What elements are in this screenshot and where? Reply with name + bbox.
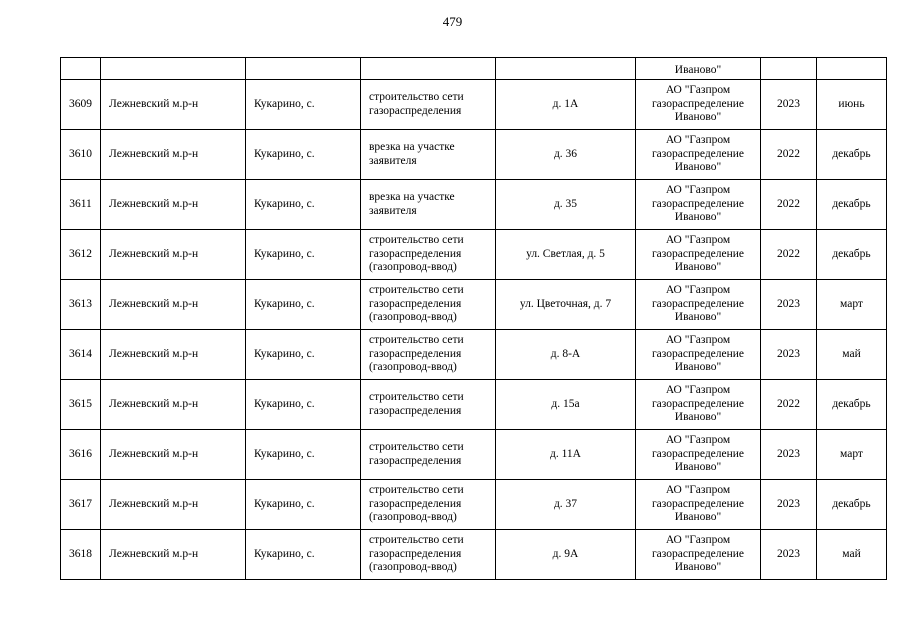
cell-year: 2023 (761, 330, 817, 380)
cell-address: д. 35 (496, 180, 636, 230)
cell-address: д. 37 (496, 480, 636, 530)
table-row (61, 180, 887, 230)
cell-work-line: строительство сети (369, 90, 464, 103)
cell-organization (636, 130, 761, 180)
cell-address: д. 36 (496, 130, 636, 180)
cell-work (361, 230, 496, 280)
cell-settlement: Кукарино, с. (246, 480, 361, 530)
cell-organization (636, 380, 761, 430)
table-row (61, 380, 887, 430)
cell-work (361, 330, 496, 380)
cell-district: Лежневский м.р-н (101, 180, 246, 230)
cell-year: 2022 (761, 380, 817, 430)
cell-organization-line: Иваново" (674, 311, 722, 324)
cell-work-line: газораспределения (369, 404, 462, 417)
cell-work-line: заявителя (369, 154, 417, 167)
cell-settlement: Кукарино, с. (246, 80, 361, 130)
table (60, 57, 887, 580)
cell-index: 3609 (61, 80, 101, 130)
cell-address (496, 58, 636, 80)
table-body (61, 58, 887, 580)
cell-work-line: (газопровод-ввод) (369, 511, 457, 524)
cell-year: 2022 (761, 230, 817, 280)
cell-address: д. 15а (496, 380, 636, 430)
cell-organization-line: газораспределение (651, 547, 745, 560)
cell-district: Лежневский м.р-н (101, 380, 246, 430)
cell-organization (636, 330, 761, 380)
cell-organization-line: АО "Газпром (665, 534, 731, 547)
table-row (61, 280, 887, 330)
cell-work (361, 180, 496, 230)
cell-year: 2022 (761, 180, 817, 230)
table-row (61, 80, 887, 130)
cell-work-line: (газопровод-ввод) (369, 361, 457, 374)
cell-work-line: газораспределения (369, 347, 462, 360)
cell-work-line: врезка на участке (369, 190, 455, 203)
cell-settlement: Кукарино, с. (246, 230, 361, 280)
cell-index: 3612 (61, 230, 101, 280)
cell-settlement: Кукарино, с. (246, 530, 361, 580)
cell-address: д. 8-А (496, 330, 636, 380)
cell-month: май (817, 330, 887, 380)
cell-year: 2022 (761, 130, 817, 180)
cell-district: Лежневский м.р-н (101, 480, 246, 530)
cell-work-line: заявителя (369, 204, 417, 217)
table-row (61, 130, 887, 180)
cell-settlement: Кукарино, с. (246, 130, 361, 180)
cell-organization-line: АО "Газпром (665, 434, 731, 447)
cell-organization-line: АО "Газпром (665, 384, 731, 397)
cell-district: Лежневский м.р-н (101, 80, 246, 130)
cell-organization (636, 480, 761, 530)
cell-organization-line: Иваново" (674, 361, 722, 374)
cell-organization-line: Иваново" (674, 261, 722, 274)
cell-month: декабрь (817, 480, 887, 530)
cell-month: март (817, 280, 887, 330)
cell-organization-line: Иваново" (674, 511, 722, 524)
cell-organization-line: газораспределение (651, 97, 745, 110)
cell-address: д. 11А (496, 430, 636, 480)
table-row (61, 480, 887, 530)
cell-settlement: Кукарино, с. (246, 180, 361, 230)
cell-work-line: газораспределения (369, 104, 462, 117)
cell-work-line: газораспределения (369, 547, 462, 560)
cell-district: Лежневский м.р-н (101, 330, 246, 380)
cell-index: 3614 (61, 330, 101, 380)
cell-index: 3613 (61, 280, 101, 330)
cell-work (361, 530, 496, 580)
cell-index: 3611 (61, 180, 101, 230)
cell-organization-line: АО "Газпром (665, 84, 731, 97)
cell-settlement (246, 58, 361, 80)
cell-organization-line: газораспределение (651, 147, 745, 160)
gasification-schedule-table (60, 57, 871, 580)
cell-index (61, 58, 101, 80)
cell-district: Лежневский м.р-н (101, 430, 246, 480)
cell-work (361, 430, 496, 480)
cell-year: 2023 (761, 530, 817, 580)
cell-work-line: газораспределения (369, 297, 462, 310)
cell-work-line: (газопровод-ввод) (369, 261, 457, 274)
cell-work (361, 280, 496, 330)
cell-work-line: газораспределения (369, 497, 462, 510)
table-row (61, 330, 887, 380)
cell-year: 2023 (761, 280, 817, 330)
cell-work-line: строительство сети (369, 334, 464, 347)
cell-work-line: строительство сети (369, 284, 464, 297)
cell-month: март (817, 430, 887, 480)
cell-organization-line: АО "Газпром (665, 184, 731, 197)
cell-work-line: строительство сети (369, 484, 464, 497)
table-row-continuation (61, 58, 887, 80)
cell-organization-line: газораспределение (651, 247, 745, 260)
cell-district (101, 58, 246, 80)
cell-settlement: Кукарино, с. (246, 430, 361, 480)
table-row (61, 430, 887, 480)
cell-settlement: Кукарино, с. (246, 330, 361, 380)
cell-settlement: Кукарино, с. (246, 380, 361, 430)
cell-organization-line: Иваново" (674, 461, 722, 474)
cell-index: 3616 (61, 430, 101, 480)
cell-organization-line: газораспределение (651, 497, 745, 510)
cell-organization (636, 430, 761, 480)
cell-work (361, 480, 496, 530)
cell-organization-line: АО "Газпром (665, 134, 731, 147)
cell-work (361, 130, 496, 180)
cell-district: Лежневский м.р-н (101, 230, 246, 280)
cell-organization (636, 530, 761, 580)
cell-district: Лежневский м.р-н (101, 530, 246, 580)
cell-organization-line: Иваново" (674, 111, 722, 124)
cell-work-line: врезка на участке (369, 140, 455, 153)
cell-work-line: строительство сети (369, 390, 464, 403)
cell-organization-line: АО "Газпром (665, 484, 731, 497)
cell-work (361, 80, 496, 130)
cell-district: Лежневский м.р-н (101, 130, 246, 180)
table-row (61, 530, 887, 580)
cell-month: декабрь (817, 180, 887, 230)
cell-year (761, 58, 817, 80)
cell-organization-line: газораспределение (651, 347, 745, 360)
cell-month: июнь (817, 80, 887, 130)
cell-year: 2023 (761, 80, 817, 130)
cell-index: 3615 (61, 380, 101, 430)
cell-organization-line: АО "Газпром (665, 334, 731, 347)
cell-organization-line: газораспределение (651, 447, 745, 460)
cell-work-line: строительство сети (369, 534, 464, 547)
cell-work (361, 58, 496, 80)
cell-organization-line: Иваново" (674, 411, 722, 424)
cell-organization: Иваново" (636, 58, 761, 80)
cell-month: декабрь (817, 130, 887, 180)
cell-work-line: (газопровод-ввод) (369, 311, 457, 324)
cell-address: д. 1А (496, 80, 636, 130)
cell-organization (636, 180, 761, 230)
cell-address: ул. Цветочная, д. 7 (496, 280, 636, 330)
cell-district: Лежневский м.р-н (101, 280, 246, 330)
cell-organization-line: газораспределение (651, 197, 745, 210)
cell-organization-line: газораспределение (651, 397, 745, 410)
cell-organization-line: АО "Газпром (665, 284, 731, 297)
cell-organization (636, 280, 761, 330)
table-row (61, 230, 887, 280)
cell-organization-line: Иваново" (674, 211, 722, 224)
cell-work (361, 380, 496, 430)
cell-month: декабрь (817, 380, 887, 430)
cell-organization-line: Иваново" (674, 161, 722, 174)
cell-organization (636, 230, 761, 280)
cell-work-line: строительство сети (369, 234, 464, 247)
cell-organization-line: АО "Газпром (665, 234, 731, 247)
cell-index: 3610 (61, 130, 101, 180)
cell-work-line: газораспределения (369, 454, 462, 467)
page-number: 479 (442, 14, 463, 29)
cell-month: май (817, 530, 887, 580)
cell-index: 3618 (61, 530, 101, 580)
cell-index: 3617 (61, 480, 101, 530)
cell-work-line: строительство сети (369, 440, 464, 453)
cell-address: ул. Светлая, д. 5 (496, 230, 636, 280)
cell-work-line: (газопровод-ввод) (369, 561, 457, 574)
cell-work-line: газораспределения (369, 247, 462, 260)
cell-month (817, 58, 887, 80)
cell-settlement: Кукарино, с. (246, 280, 361, 330)
cell-month: декабрь (817, 230, 887, 280)
cell-year: 2023 (761, 480, 817, 530)
cell-year: 2023 (761, 430, 817, 480)
cell-organization-line: Иваново" (674, 561, 722, 574)
cell-organization-line: газораспределение (651, 297, 745, 310)
cell-address: д. 9А (496, 530, 636, 580)
cell-organization (636, 80, 761, 130)
